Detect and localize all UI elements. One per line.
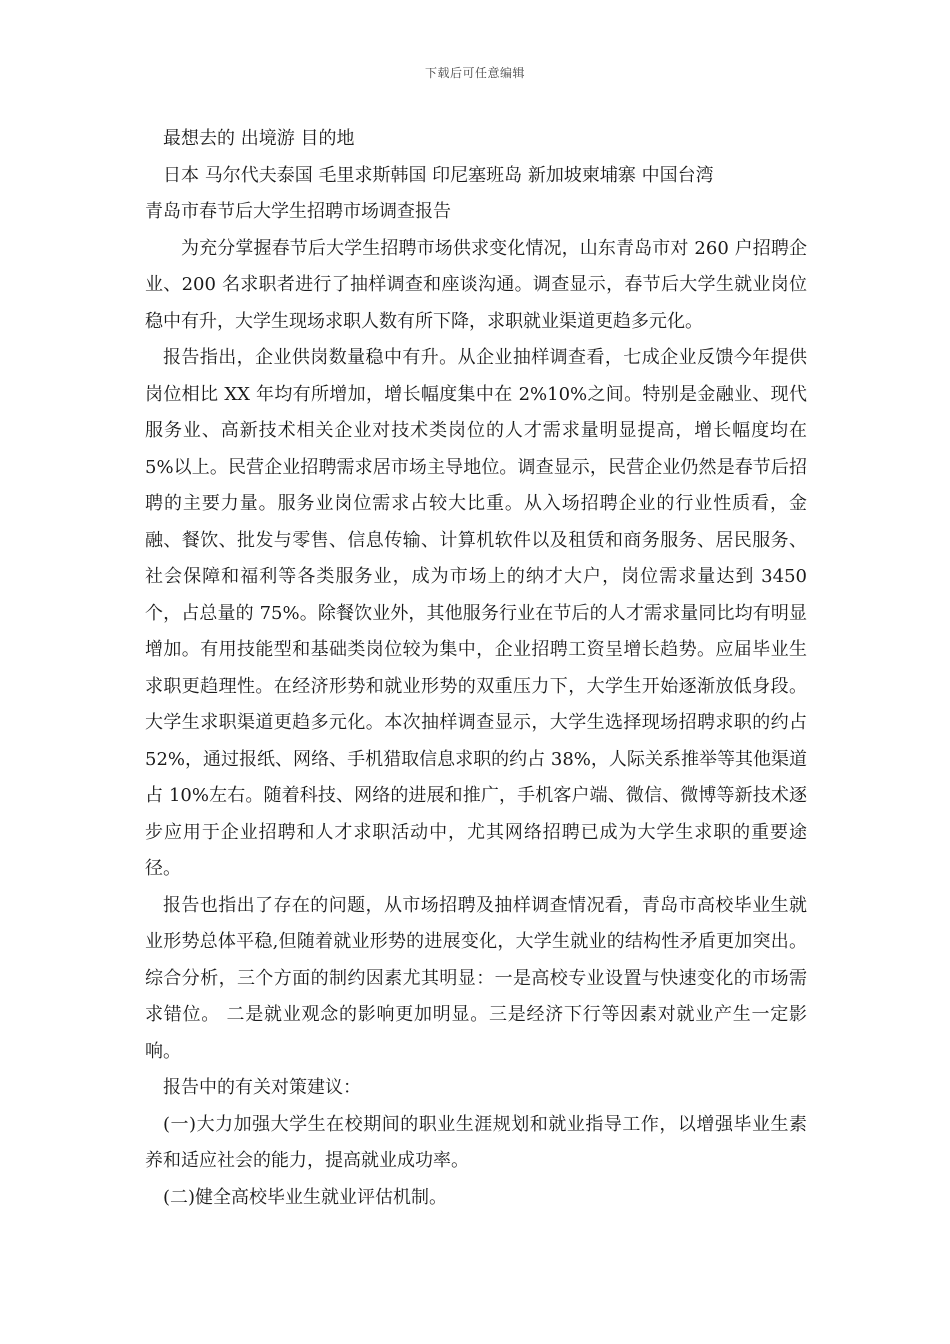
destinations-list: 日本 马尔代夫泰国 毛里求斯韩国 印尼塞班岛 新加坡柬埔寨 中国台湾 [163,164,714,186]
destinations-heading: 最想去的 出境游 目的地 [163,128,355,149]
suggestion-item: (二)健全高校毕业生就业评估机制。 [163,1186,448,1208]
report-title: 青岛市春节后大学生招聘市场调查报告 [145,201,451,222]
header-note: 下载后可任意编辑 [424,66,525,80]
paragraph-problems: 报告也指出了存在的问题，从市场招聘及抽样调查情况看，青岛市高校毕业生就业形势总体平稳,但随着就业形势的进展变化，大学生就业的结构性矛盾更加突出。综合分析，三个方面的制约因素尤其明显：一是高校专业设置与快速变化的市场需求错位。 二是就业观念的影响更加明显。三是经济下行等因素对就业产生一定影响。 [145,894,807,1062]
suggestion-item: (一)大力加强大学生在校期间的职业生涯规划和就业指导工作，以增强毕业生素养和适应社会的能力，提高就业成功率。 [145,1113,807,1171]
document-body [145,121,807,1216]
paragraph-suggestions-heading: 报告中的有关对策建议： [163,1077,361,1098]
paragraph-findings: 报告指出，企业供岗数量稳中有升。从企业抽样调查看，七成企业反馈今年提供岗位相比 XX 年均有所增加，增长幅度集中在 2%10%之间。特别是金融业、现代服务业、高新技术相关企业对技术类岗位的人才需求量明显提高，增长幅度均在 5%以上。民营企业招聘需求居市场主导地位。调查显示，民营企业仍然是春节后招聘的主要力量。服务业岗位需求占较大比重。从入场招聘企业的行业性质看，金融、餐饮、批发与零售、信息传输、计算机软件以及租赁和商务服务、居民服务、社会保障和福利等各类服务业，成为市场上的纳才大户，岗位需求量达到 3450 个，占总量的 75%。除餐饮业外，其他服务行业在节后的人才需求量同比均有明显增加。有用技能型和基础类岗位较为集中，企业招聘工资呈增长趋势。应届毕业生求职更趋理性。在经济形势和就业形势的双重压力下，大学生开始逐渐放低身段。大学生求职渠道更趋多元化。本次抽样调查显示，大学生选择现场招聘求职的约占 52%，通过报纸、网络、手机猎取信息求职的约占 38%，人际关系推举等其他渠道占 10%左右。随着科技、网络的进展和推广，手机客户端、微信、微博等新技术逐步应用于企业招聘和人才求职活动中，尤其网络招聘已成为大学生求职的重要途径。 [145,347,807,879]
paragraph-intro: 为充分掌握春节后大学生招聘市场供求变化情况，山东青岛市对 260 户招聘企业、200 名求职者进行了抽样调查和座谈沟通。调查显示，春节后大学生就业岗位稳中有升，大学生现场求职人数有所下降，求职就业渠道更趋多元化。 [145,237,807,332]
